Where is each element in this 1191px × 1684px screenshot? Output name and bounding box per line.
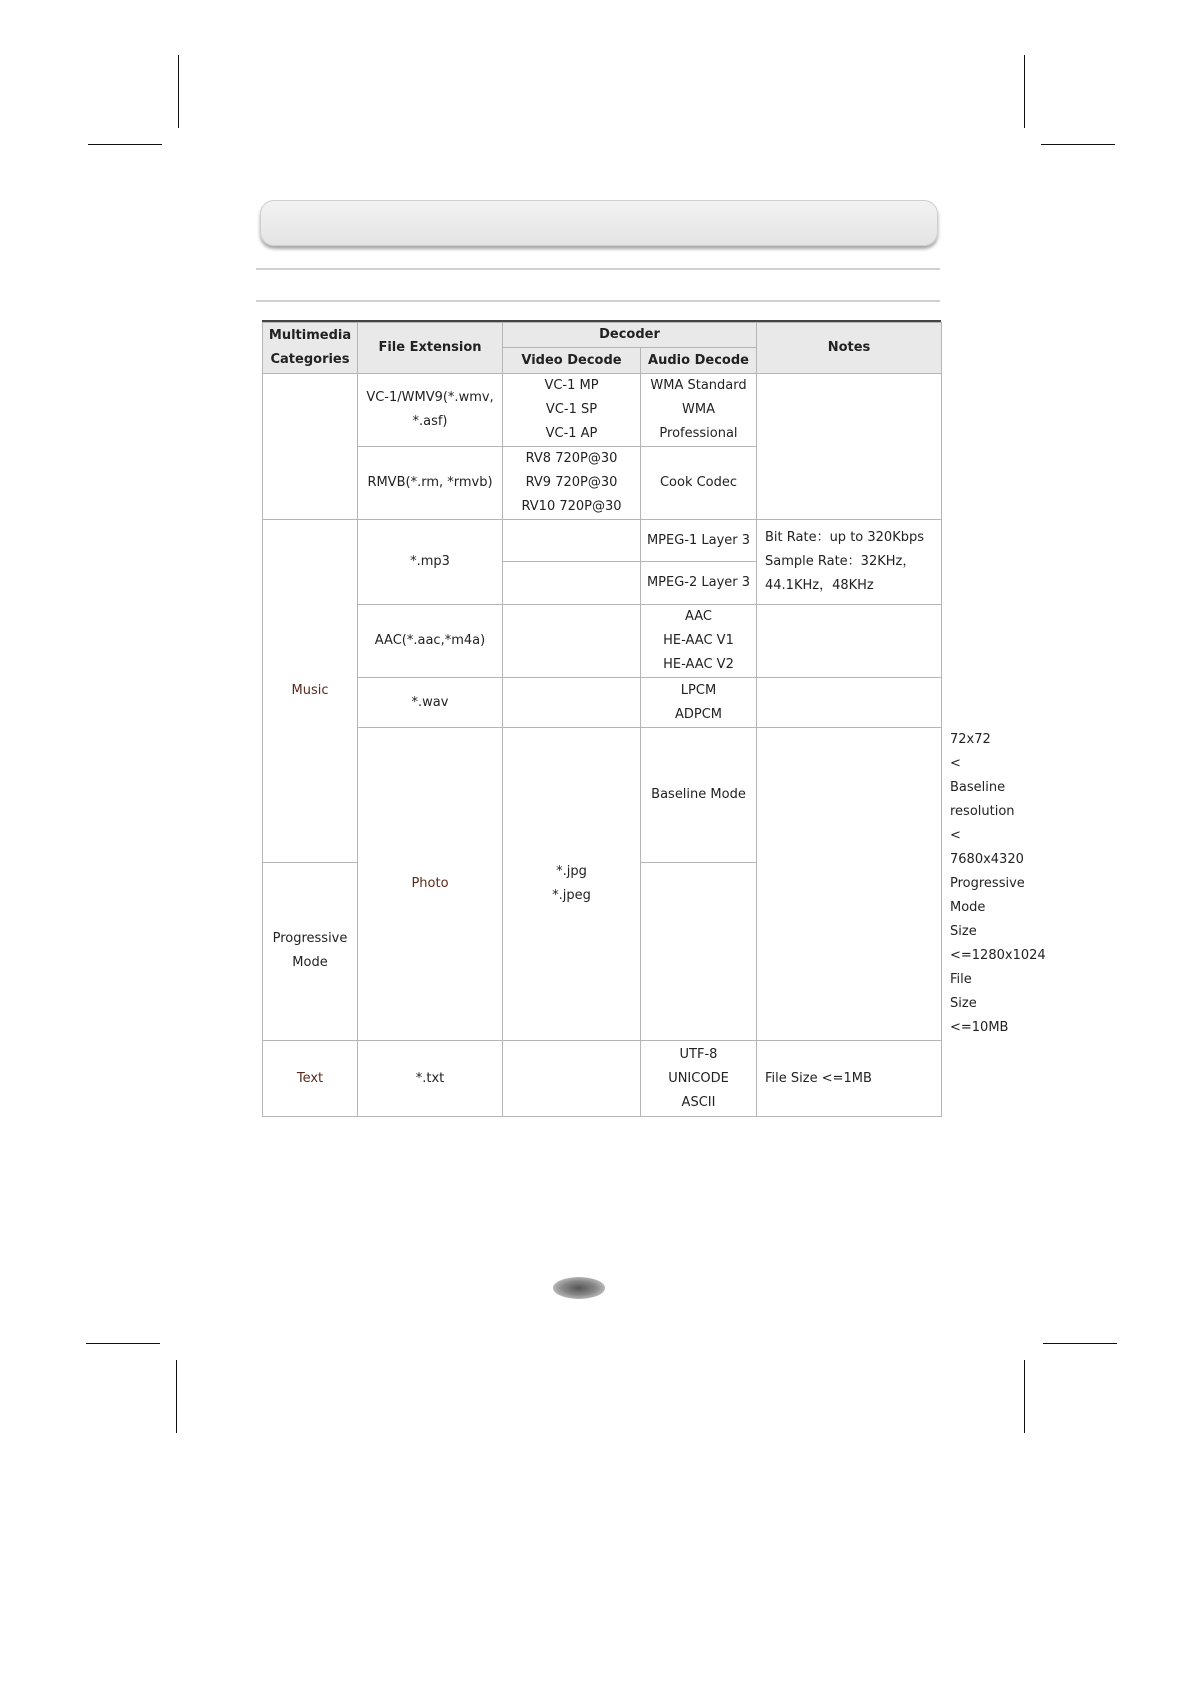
audio-decode-cell: MPEG-2 Layer 3 (641, 562, 757, 605)
audio-decode-cell (641, 374, 757, 447)
file-extension-cell: *.mp3 (358, 520, 503, 605)
video-decode-cell-blank (503, 1041, 641, 1117)
crop-mark-bottom-right-horizontal (1043, 1343, 1117, 1344)
cell-line: HE-AAC V2 (663, 657, 734, 672)
cell-line: Professional (659, 426, 738, 441)
audio-decode-cell: MPEG-1 Layer 3 (641, 520, 757, 562)
file-extension-cell: AAC(*.aac,*m4a) (358, 605, 503, 678)
cell-line: *.jpg (556, 864, 587, 879)
audio-decode-cell: Cook Codec (641, 447, 757, 520)
cell-line: UTF-8 (679, 1046, 718, 1062)
cell-line: LPCM (680, 682, 717, 698)
section-title-bar (260, 200, 938, 246)
crop-mark-top-left-vertical (178, 55, 179, 128)
table-row (263, 374, 942, 447)
cell-line: *.asf) (412, 414, 448, 429)
table-row: Photo *.jpg *.jpeg Baseline Mode 72x72 < Baseline resolution < 7680x4320 Progressive Mode Size <=1280x1024 File Size <=10MB (263, 728, 942, 863)
cell-line: ADPCM (674, 706, 723, 722)
table-row (263, 678, 942, 728)
cell-line: *.jpeg (552, 888, 591, 903)
header-video-decode: Video Decode (503, 348, 641, 374)
table-row (263, 1041, 942, 1117)
header-category-line: Multimedia (268, 328, 352, 343)
file-extension-cell: *.wav (358, 678, 503, 728)
file-extension-cell (503, 728, 641, 1041)
cell-line: VC-1 MP (544, 378, 599, 393)
video-decode-cell (503, 447, 641, 520)
cell-line: Sample Rate：32KHz， (765, 554, 916, 569)
video-decode-cell: Progressive Mode (263, 862, 358, 1040)
notes-cell (757, 520, 942, 605)
page-number-ellipse (553, 1277, 605, 1299)
cell-line: 44.1KHz，48KHz (765, 578, 874, 593)
cell-line: WMA (682, 402, 715, 417)
crop-mark-top-right-horizontal (1041, 144, 1115, 145)
cell-line: VC-1/WMV9(*.wmv, (366, 390, 494, 405)
cell-line: HE-AAC V1 (663, 633, 734, 648)
category-cell-music: Music (263, 520, 358, 863)
cell-line: VC-1 SP (545, 402, 598, 417)
cell-line: AAC (685, 609, 712, 624)
notes-cell-blank (757, 678, 942, 728)
video-decode-cell: Baseline Mode (641, 728, 757, 863)
category-cell-blank (263, 374, 358, 520)
cell-line: Bit Rate：up to 320Kbps (765, 530, 924, 545)
file-extension-cell (358, 374, 503, 447)
file-extension-cell: *.txt (358, 1041, 503, 1117)
cell-line: WMA Standard (650, 378, 747, 393)
audio-decode-cell (641, 1041, 757, 1117)
video-decode-cell-blank (503, 678, 641, 728)
cell-line: VC-1 AP (545, 426, 598, 441)
table-row (263, 605, 942, 678)
audio-decode-cell (641, 678, 757, 728)
cell-line: RV9 720P@30 (525, 475, 618, 490)
header-rule-top (256, 268, 940, 270)
video-decode-cell-blank (503, 605, 641, 678)
multimedia-format-table (262, 322, 1046, 1117)
header-category-line: Categories (270, 352, 350, 367)
table-row (263, 520, 942, 562)
notes-cell: File Size <=1MB (757, 1041, 942, 1117)
cell-line: RV8 720P@30 (525, 451, 618, 466)
notes-cell-blank (757, 605, 942, 678)
cell-line: ASCII (681, 1094, 716, 1110)
category-cell-text: Text (263, 1041, 358, 1117)
audio-decode-cell (641, 605, 757, 678)
cell-line: UNICODE (668, 1070, 729, 1086)
crop-mark-bottom-left-vertical (176, 1360, 177, 1433)
video-decode-cell (503, 374, 641, 447)
header-rule-bottom (256, 300, 940, 302)
crop-mark-bottom-right-vertical (1024, 1360, 1025, 1433)
file-extension-cell: RMVB(*.rm, *rmvb) (358, 447, 503, 520)
video-decode-cell-blank (503, 562, 641, 605)
crop-mark-top-right-vertical (1024, 55, 1025, 128)
video-decode-cell-blank (503, 520, 641, 562)
crop-mark-top-left-horizontal (88, 144, 162, 145)
category-cell-photo: Photo (358, 728, 503, 1041)
header-notes: Notes (757, 323, 942, 374)
crop-mark-bottom-left-horizontal (86, 1343, 160, 1344)
audio-decode-cell-blank (757, 728, 942, 1041)
header-decoder: Decoder (503, 323, 757, 348)
header-audio-decode: Audio Decode (641, 348, 757, 374)
multimedia-format-table-wrapper (262, 320, 1046, 1117)
cell-line: RV10 720P@30 (521, 499, 622, 514)
header-file-extension: File Extension (358, 323, 503, 374)
header-multimedia-categories (263, 323, 358, 374)
notes-cell-blank (757, 374, 942, 520)
